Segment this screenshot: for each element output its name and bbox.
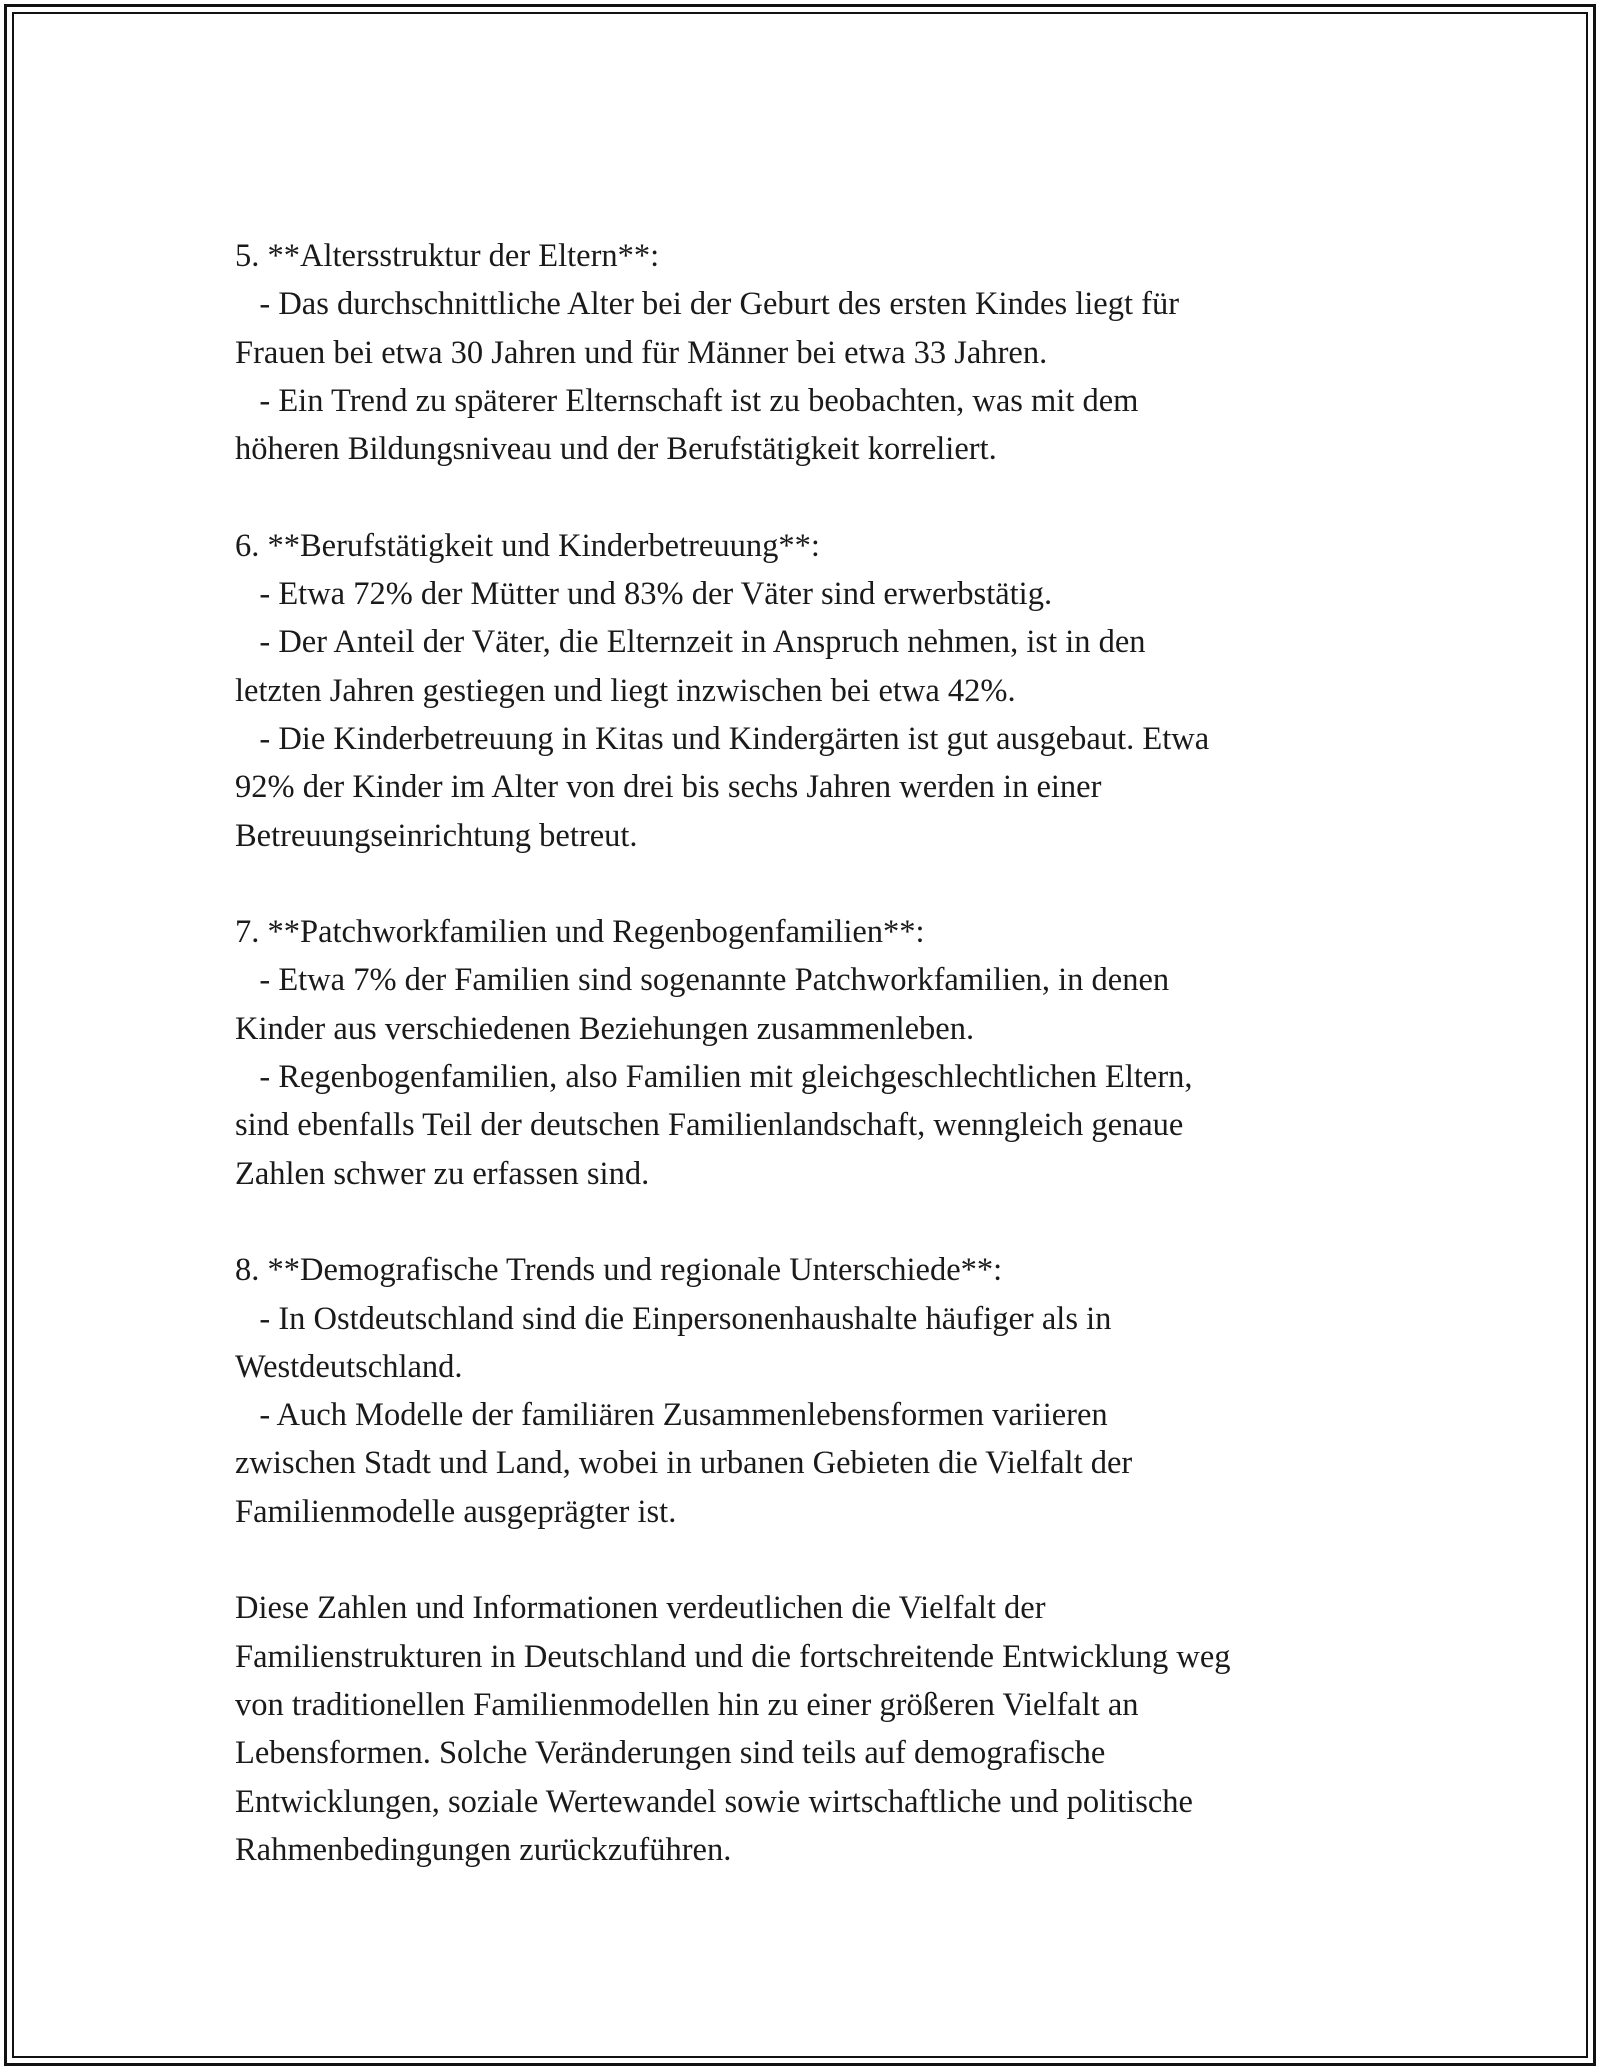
bullet-item: - Auch Modelle der familiären Zusammenlebensformen variieren zwischen Stadt und Land, wobei in urbanen Gebieten die Vielfalt der Familienmodelle ausgeprägter ist. [235,1397,1133,1530]
section-berufstaetigkeit [235,522,1415,860]
bullet-item: - Ein Trend zu späterer Elternschaft ist zu beobachten, was mit dem höheren Bildungsniveau und der Berufstätigkeit korreliert. [235,382,1139,468]
section-heading: 5. **Altersstruktur der Eltern**: [235,238,660,274]
bullet-item: - Der Anteil der Väter, die Elternzeit in Anspruch nehmen, ist in den letzten Jahren gestiegen und liegt inzwischen bei etwa 42%. [235,624,1146,709]
section-demografische-trends [235,1246,1415,1536]
section-altersstruktur [235,232,1415,473]
bullet-item: - Die Kinderbetreuung in Kitas und Kindergärten ist gut ausgebaut. Etwa 92% der Kinder im Alter von drei bis sechs Jahren werden in einer Betreuungseinrichtung betreut. [235,720,1210,854]
bullet-item: - Regenbogenfamilien, also Familien mit gleichgeschlechtlichen Eltern, sind ebenfalls Teil der deutschen Familienlandschaft, wenngleich genaue Zahlen schwer zu erfassen sind. [235,1059,1193,1192]
section-heading: 6. **Berufstätigkeit und Kinderbetreuung**: [235,527,820,564]
bullet-item: - Etwa 7% der Familien sind sogenannte Patchworkfamilien, in denen Kinder aus verschiedenen Beziehungen zusammenleben. [235,962,1170,1047]
section-heading: 8. **Demografische Trends und regionale Unterschiede**: [235,1252,1003,1289]
bullet-item: - Das durchschnittliche Alter bei der Geburt des ersten Kindes liegt für Frauen bei etwa 30 Jahren und für Männer bei etwa 33 Jahren. [235,286,1180,371]
conclusion-paragraph: Diese Zahlen und Informationen verdeutlichen die Vielfalt der Familienstrukturen in Deutschland und die fortschreitende Entwicklung weg von traditionellen Familienmodellen hin zu einer größeren Vielfalt an Lebensformen. Solche Veränderungen sind teils auf demografische Entwicklungen, soziale Wertewandel sowie wirtschaftliche und politische Rahmenbedingungen zurückzuführen. [235,1590,1231,1868]
document-body [235,232,1415,1874]
section-heading: 7. **Patchworkfamilien und Regenbogenfamilien**: [235,914,925,951]
bullet-item: - Etwa 72% der Mütter und 83% der Väter sind erwerbstätig. [235,576,1053,613]
section-patchworkfamilien [235,908,1415,1198]
bullet-item: - In Ostdeutschland sind die Einpersonenhaushalte häufiger als in Westdeutschland. [235,1300,1112,1385]
